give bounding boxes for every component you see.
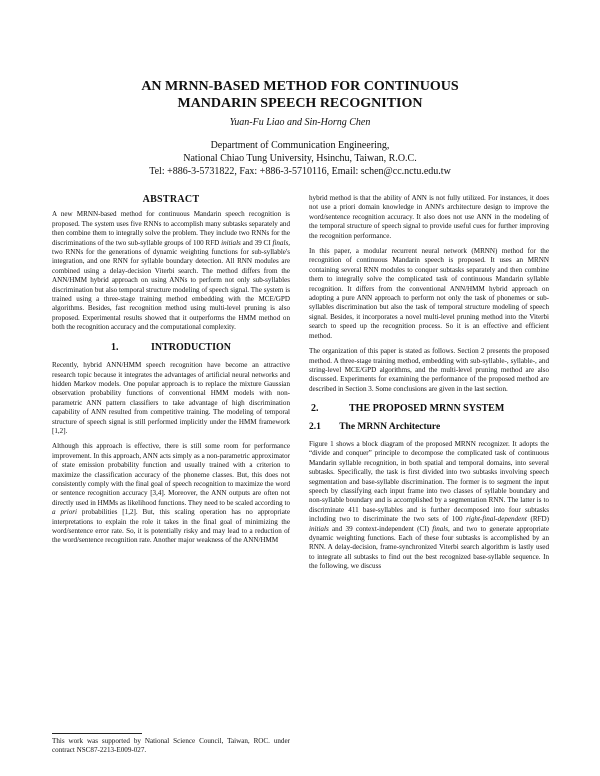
footnote-rule — [52, 733, 142, 734]
section-1-number: 1. — [110, 341, 119, 353]
footnote: This work was supported by National Science Council, Taiwan, ROC. under contract NSC87-2213-E009-027. — [52, 737, 290, 755]
abstract-paragraph: A new MRNN-based method for continuous Mandarin speech recognition is proposed. The system uses five RNNs to accomplish many subtasks separately and then combine them to integrally solve the problem. They include two RNNs for the discriminations of the two sub-syllable groups of 100 RFD initials and 39 CI finals, two RNNs for the generations of dynamic weighting functions for sub-syllable's integration, and one RNN for syllable boundary detection. All RNN modules are combined using a delay-decision Viterbi search. The method differs from the ANN/HMM hybrid approach on using ANNs to perform not only sub-syllables discrimination but also temporal structure modeling of speech signal. The system is trained using a three-stage training method embedding with the MCE/GPD algorithms. Besides, fast recognition method using multi-level pruning is also proposed. Experimental results showed that it outperforms the HMM method on both the recognition accuracy and the computational complexity. — [52, 210, 290, 332]
right-column — [309, 194, 549, 578]
affiliation — [0, 139, 600, 178]
title-line-2: MANDARIN SPEECH RECOGNITION — [177, 96, 423, 111]
authors: Yuan-Fu Liao and Sin-Horng Chen — [229, 117, 371, 128]
subsection-2-1-title: The MRNN Architecture — [339, 421, 441, 432]
abstract-heading: ABSTRACT — [142, 194, 200, 205]
right-paragraph-3: The organization of this paper is stated as follows. Section 2 presents the proposed method. A three-stage training method, embedding with sub-syllable-, syllable-, and string-level MCE/GPD algorithms, and the multi-level pruning method are also discussed. Experiments for examining the performance of the proposed method are described in Section 3. Some conclusions are given in the last section. — [309, 347, 549, 393]
affiliation-dept: Department of Communication Engineering, — [210, 140, 390, 151]
right-paragraph-2: In this paper, a modular recurrent neural network (MRNN) method for the recognition of continuous Mandarin speech is proposed. It uses an MRNN containing several RNN modules to conquer subtasks separately and then combine them to integrally solve the complicated task of continuous Mandarin syllable recognition. It differs from the conventional ANN/HMM hybrid approach on adopting a pure ANN approach to perform not only the task of phonemes or sub-syllables discrimination but also the task of temporal structure modeling of speech signal. Besides, it incorporates a novel multi-level pruning method into the Viterbi search to speed up the recognition process. So it is an effective and efficient method. — [309, 247, 549, 340]
section-1-heading — [52, 343, 290, 352]
section-2-number: 2. — [311, 403, 319, 415]
right-paragraph-1: hybrid method is that the ability of ANN is not fully utilized. For instances, it does not use a priori domain knowledge in ANN's architecture design to improve the word/sentence recognition accuracy. It also does not use ANN in the modeling of the temporal structure of speech signal to provide useful cues for further improving the recognition performance. — [309, 194, 549, 240]
right-paragraph-4: Figure 1 shows a block diagram of the proposed MRNN recognizer. It adopts the “divide and conquer” principle to decompose the complicated task of continuous Mandarin syllable recognition, in both spatial and temporal domains, into several subtasks. Specifically, the task is first divided into two subtasks involving speech segmentation and base-syllable discrimination. The former is to segment the input speech by classifying each input frame into two classes of syllable boundary and non-syllable boundary and is accomplished by a segmentation RNN. The latter is to discriminate 411 base-syllables and is further decomposed into four subtasks including two to discriminate the two sets of 100 right-final-dependent (RFD) initials and 39 context-independent (CI) finals, and two to generate appropriate dynamic weighting functions. Each of these four subtasks is accomplished by an RNN. A delay-decision, frame-synchronized Viterbi search algorithm is lastly used to integrate all subtasks to find out the best recognized base-syllable sequence. In the following, we discuss — [309, 439, 549, 571]
intro-paragraph-2: Although this approach is effective, there is still some room for performance improvement. In this approach, ANN acts simply as a non-parametric approximator of state emission probability function and usually trained with a criterion to maximize the classification accuracy of the phoneme classes. But, this does not consistently comply with the final goal of speech recognition to maximize the word or sentence recognition accuracy [3,4]. Moreover, the ANN outputs are often not directly used in HMMs as likelihood functions. They need to be scaled according to a priori probabilities [1,2]. But, this scaling operation has no appropriate interpretations to explain the role it takes in the final goal of minimizing the word/sentence error rate. So, it is potentially risky and may lead to a reduction of the word/sentence recognition rate. Another major weakness of the ANN/HMM — [52, 442, 290, 545]
section-2-heading — [309, 404, 549, 413]
subsection-2-1-heading — [309, 423, 549, 432]
subsection-2-1-number: 2.1 — [309, 421, 321, 432]
intro-paragraph-1: Recently, hybrid ANN/HMM speech recognition have become an attractive research topic because it integrates the advantages of artificial neural networks and hidden Markov models. One popular approach is to replace the mixture Gaussian observation probability functions of conventional HMM models with non-parametric ANN pattern classifiers to take advantage of high discrimination capability of ANN resulted from competitive training. The modeling of temporal structure of speech signal is still performed implicitly under the HMM framework [1,2]. — [52, 361, 290, 435]
title-line-1: AN MRNN-BASED METHOD FOR CONTINUOUS — [141, 79, 459, 94]
left-column — [52, 195, 290, 552]
section-1-title: INTRODUCTION — [150, 341, 231, 353]
affiliation-contact: Tel: +886-3-5731822, Fax: +886-3-5710116, Email: schen@cc.nctu.edu.tw — [149, 166, 451, 177]
affiliation-university: National Chiao Tung University, Hsinchu, Taiwan, R.O.C. — [183, 153, 417, 164]
section-2-title: THE PROPOSED MRNN SYSTEM — [349, 403, 505, 415]
paper-title — [0, 78, 600, 112]
